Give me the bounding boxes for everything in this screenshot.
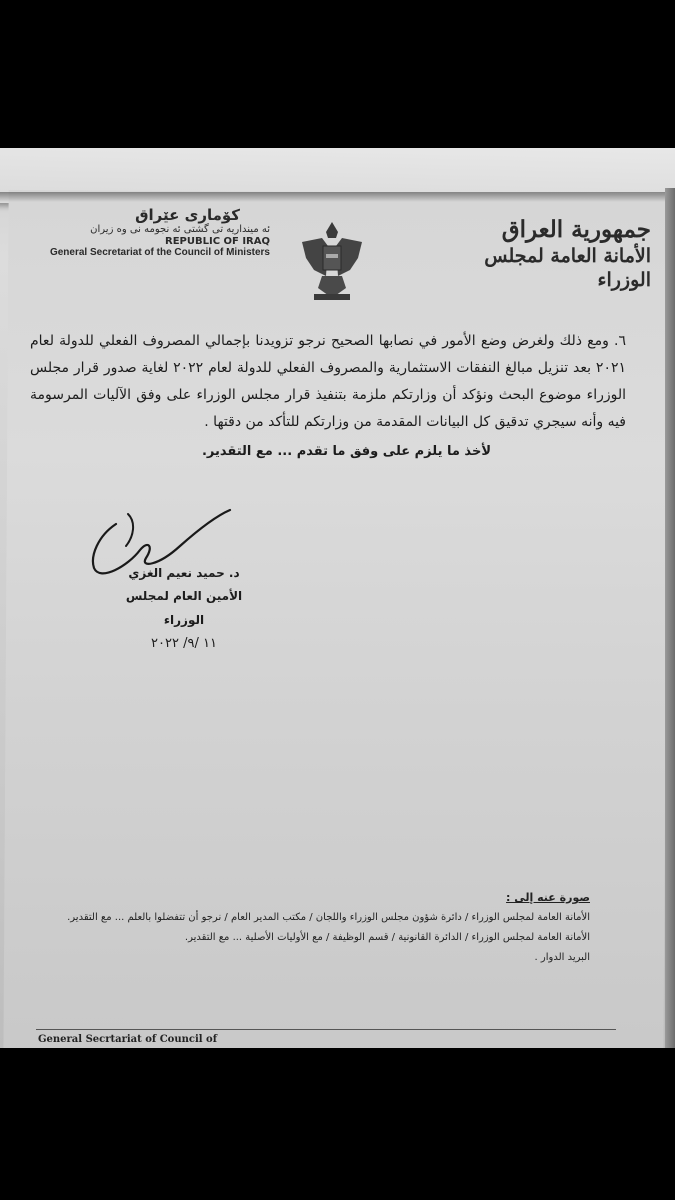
copy-item: الأمانة العامة لمجلس الوزراء / الدائرة القانونية / قسم الوظيفة / مع الأوليات الأصلية ... مع التقدير.	[184, 932, 590, 943]
arabic-republic-title: جمهورية العراق	[501, 216, 651, 243]
arabic-secretariat-title: الأمانة العامة لمجلس الوزراء	[484, 245, 651, 291]
kurdish-subtitle: ئه مینداریه تی گشتی ئه نجومه نی وه زیران	[90, 224, 270, 235]
copies-section	[34, 888, 590, 968]
eagle-emblem-icon	[292, 218, 372, 304]
footer-divider	[36, 1029, 616, 1030]
republic-en: REPUBLIC OF IRAQ	[165, 236, 270, 247]
closing-line: لأخذ ما يلزم على وفق ما تقدم ... مع التقدير.	[201, 444, 491, 459]
signer-name: د. حميد نعيم الغزي	[128, 566, 240, 580]
signer-title: الأمين العام لمجلس الوزراء	[125, 589, 243, 627]
page-edge	[665, 188, 675, 1048]
copies-heading: صورة عنه إلى :	[506, 891, 590, 904]
letterhead-left	[30, 206, 270, 258]
footer-text: General Secrtariat of Council of	[38, 1034, 218, 1045]
copy-item: البريد الدوار .	[534, 952, 590, 963]
secretariat-en: General Secretariat of the Council of Ministers	[49, 247, 270, 258]
letter-paragraph: ٦. ومع ذلك ولغرض وضع الأمور في نصابها الصحيح نرجو تزويدنا بإجمالي المصروف الفعلي للدولة لعام ٢٠٢١ بعد تنزيل مبالغ النفقات الاستثمارية والمصروف الفعلي للدولة لعام ٢٠٢٢ لغاية صدور قرار مجلس الوزراء موضوع البحث ونؤكد أن وزارتكم ملزمة بتنفيذ قرار مجلس الوزراء على وفق الآليات المرسومة فيه وأنه سيجري تدقيق كل البيانات المقدمة من وزارتكم للتأكد من دقتها .	[30, 333, 626, 430]
copy-item: الأمانة العامة لمجلس الوزراء / دائرة شؤون مجلس الوزراء واللجان / مكتب المدير العام / نرجو أن تتفضلوا بالعلم ... مع التقدير.	[67, 912, 590, 923]
kurdish-title: كوٚماری عێراق	[135, 206, 240, 224]
signer-block	[104, 562, 264, 656]
letterhead-right	[451, 216, 651, 292]
document-photo	[0, 148, 675, 1048]
letter-date: ١١ /٩/ ٢٠٢٢	[151, 636, 217, 651]
page-shadow	[0, 192, 675, 202]
